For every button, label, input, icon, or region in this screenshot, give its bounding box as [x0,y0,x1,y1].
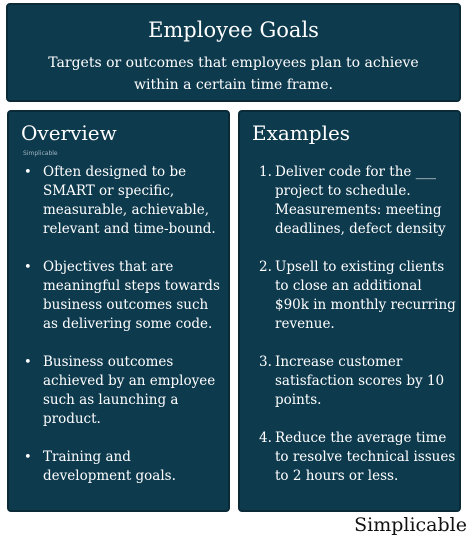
bullet-icon: • [24,450,32,465]
list-item [252,429,458,486]
bullet-icon: • [24,355,32,370]
overview-list [21,163,221,505]
list-item [21,163,221,239]
list-item [252,258,458,334]
example-item-text: Deliver code for the ___ project to schedule. Measurements: meeting deadlines, defect density [275,164,446,237]
bullet-icon: • [24,260,32,275]
examples-title: Examples [252,121,351,145]
brand-logo-text: Simplicable [354,514,467,536]
overview-title: Overview [21,121,117,145]
overview-item-text: Objectives that are meaningful steps towards business outcomes such as delivering some code. [43,259,220,332]
list-item [21,353,221,429]
item-number: 3. [259,354,272,370]
list-item [21,448,221,486]
overview-item-text: Often designed to be SMART or specific, measurable, achievable, relevant and time-bound. [43,164,216,237]
example-item-text: Reduce the average time to resolve technical issues to 2 hours or less. [275,430,456,484]
overview-panel [7,110,230,512]
list-item [21,258,221,334]
header-panel [6,3,461,102]
examples-list [252,163,458,505]
item-number: 4. [259,430,272,446]
example-item-text: Upsell to existing clients to close an additional $90k in monthly recurring revenue. [275,259,456,332]
list-item [252,163,458,239]
overview-item-text: Training and development goals. [43,449,176,484]
page-title: Employee Goals [148,18,319,42]
watermark: Simplicable [23,150,58,157]
overview-item-text: Business outcomes achieved by an employee such as launching a product. [43,354,216,427]
examples-panel [238,110,461,512]
bullet-icon: • [24,165,32,180]
example-item-text: Increase customer satisfaction scores by 10 points. [275,354,445,408]
list-item [252,353,458,410]
item-number: 2. [259,259,272,275]
page-subtitle: Targets or outcomes that employees plan to achieve within a certain time frame. [48,55,419,93]
item-number: 1. [259,164,272,180]
